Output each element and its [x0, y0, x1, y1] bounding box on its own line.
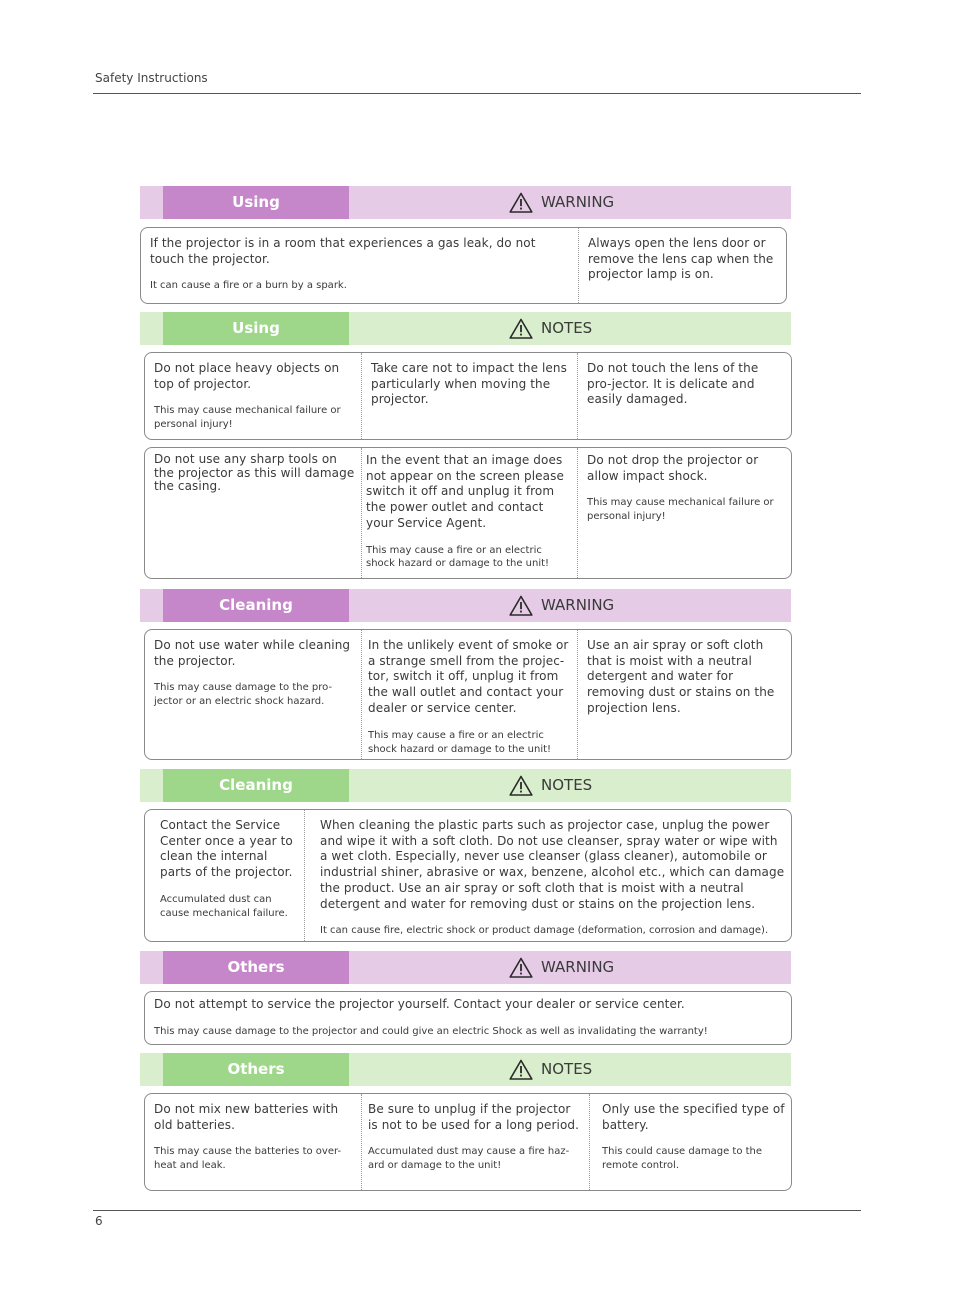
instruction-text: Do not drop the projector or allow impact shock.: [587, 453, 759, 483]
consequence-text: This may cause mechanical failure or personal injury!: [587, 497, 774, 523]
consequence-text: This may cause a fire or an electric shock hazard or damage to the unit!: [368, 729, 552, 755]
warning-triangle-icon: [509, 192, 533, 213]
section-label: [509, 769, 592, 802]
instruction-text: Be sure to unplug if the projector is not to be used for a long period.: [368, 1102, 580, 1132]
info-cell: [145, 810, 304, 941]
section-label: [509, 186, 614, 219]
section-label-text: NOTES: [541, 776, 593, 794]
section-bar-cleaning-notes: [140, 769, 791, 802]
section-tab: Others: [163, 1053, 349, 1086]
warning-triangle-icon: [509, 318, 533, 339]
section-bar-using-notes: [140, 312, 791, 345]
info-cell: [361, 630, 577, 759]
consequence-text: Accumulated dust can cause mechanical failure.: [160, 893, 288, 919]
instruction-text: Do not use any sharp tools on the projector as this will damage the casing.: [154, 452, 355, 493]
info-cell: [577, 353, 791, 439]
consequence-text: It can cause a fire or a burn by a spark.: [150, 280, 347, 292]
info-box: [144, 629, 792, 760]
warning-triangle-icon: [509, 595, 533, 616]
info-cell: [145, 992, 791, 1044]
instruction-text: Use an air spray or soft cloth that is moist with a neutral detergent and water for removing dust or stains on the projection lens.: [587, 638, 775, 715]
warning-triangle-icon: [509, 775, 533, 796]
consequence-text: This may cause damage to the pro-jector or an electric shock hazard.: [154, 682, 333, 708]
section-label-text: NOTES: [541, 319, 593, 337]
info-cell: [304, 810, 791, 941]
section-tab: Cleaning: [163, 589, 349, 622]
section-tab: Cleaning: [163, 769, 349, 802]
instruction-text: In the unlikely event of smoke or a strange smell from the projec-tor, switch it off, unplug it from the wall outlet and contact your dealer or service center.: [368, 638, 569, 715]
info-box: [140, 227, 787, 304]
instruction-text: Do not touch the lens of the pro-jector. It is delicate and easily damaged.: [587, 361, 759, 407]
info-box: [144, 1093, 792, 1191]
section-bar-using-warning: [140, 186, 791, 219]
consequence-text: This may cause mechanical failure or personal injury!: [154, 405, 341, 431]
section-bar-cleaning-warning: [140, 589, 791, 622]
instruction-text: Take care not to impact the lens particularly when moving the projector.: [371, 361, 567, 407]
consequence-text: This may cause the batteries to over-heat and leak.: [154, 1146, 342, 1172]
info-cell: [577, 448, 791, 578]
running-header: Safety Instructions: [95, 71, 208, 85]
section-label-text: WARNING: [541, 193, 615, 211]
instruction-text: If the projector is in a room that experiences a gas leak, do not touch the projector.: [150, 236, 536, 266]
instruction-text: Only use the specified type of battery.: [602, 1102, 785, 1132]
section-label: [509, 1053, 592, 1086]
info-cell: [589, 1094, 791, 1190]
info-cell: [145, 448, 361, 578]
info-cell: [145, 353, 361, 439]
section-label-text: NOTES: [541, 1060, 593, 1078]
section-label-text: WARNING: [541, 958, 615, 976]
consequence-text: Accumulated dust may cause a fire haz-ard or damage to the unit!: [368, 1146, 570, 1172]
info-cell: [141, 228, 578, 303]
info-box: [144, 352, 792, 440]
page-number: 6: [95, 1214, 103, 1228]
section-tab: Using: [163, 186, 349, 219]
warning-triangle-icon: [509, 1059, 533, 1080]
warning-triangle-icon: [509, 957, 533, 978]
info-box: [144, 809, 792, 942]
section-label: [509, 312, 592, 345]
instruction-text: Always open the lens door or remove the lens cap when the projector lamp is on.: [588, 236, 774, 282]
instruction-text: Do not attempt to service the projector yourself. Contact your dealer or service center.: [154, 997, 685, 1011]
section-bar-others-warning: [140, 951, 791, 984]
footer-rule: [93, 1210, 861, 1211]
instruction-text: In the event that an image does not appear on the screen please switch it off and unplug it from the power outlet and contact your Service Agent.: [366, 453, 564, 530]
consequence-text: This may cause damage to the projector and could give an electric Shock as well as invalidating the warranty!: [154, 1025, 708, 1037]
instruction-text: When cleaning the plastic parts such as projector case, unplug the power and wipe it with a soft cloth. Do not use cleanser, spray water or wipe with a wet cloth. Especially, never use cleanser (glass cleaner), automobile or industrial shiner, abrasive or wax, benzene, alcohol etc., which can damage the product. Use an air spray or soft cloth that is moist with a neutral detergent and water for removing dust or stains on the projection lens.: [320, 818, 785, 911]
instruction-text: Do not mix new batteries with old batteries.: [154, 1102, 339, 1132]
instruction-text: Do not place heavy objects on top of projector.: [154, 361, 340, 391]
section-bar-others-notes: [140, 1053, 791, 1086]
info-cell: [361, 1094, 589, 1190]
consequence-text: This may cause a fire or an electric shock hazard or damage to the unit!: [366, 544, 550, 570]
info-cell: [578, 228, 786, 303]
section-tab: Using: [163, 312, 349, 345]
consequence-text: It can cause fire, electric shock or product damage (deformation, corrosion and damage).: [320, 925, 769, 937]
info-cell: [145, 630, 361, 759]
info-cell: [361, 448, 577, 578]
info-cell: [145, 1094, 361, 1190]
section-label: [509, 951, 614, 984]
section-tab: Others: [163, 951, 349, 984]
instruction-text: Do not use water while cleaning the projector.: [154, 638, 351, 668]
info-box: [144, 991, 792, 1045]
section-label: [509, 589, 614, 622]
instruction-text: Contact the Service Center once a year to clean the internal parts of the projector.: [160, 818, 293, 880]
section-label-text: WARNING: [541, 596, 615, 614]
info-cell: [361, 353, 577, 439]
info-cell: [577, 630, 791, 759]
consequence-text: This could cause damage to the remote control.: [602, 1146, 763, 1172]
info-box: [144, 447, 792, 579]
header-rule: [93, 93, 861, 94]
